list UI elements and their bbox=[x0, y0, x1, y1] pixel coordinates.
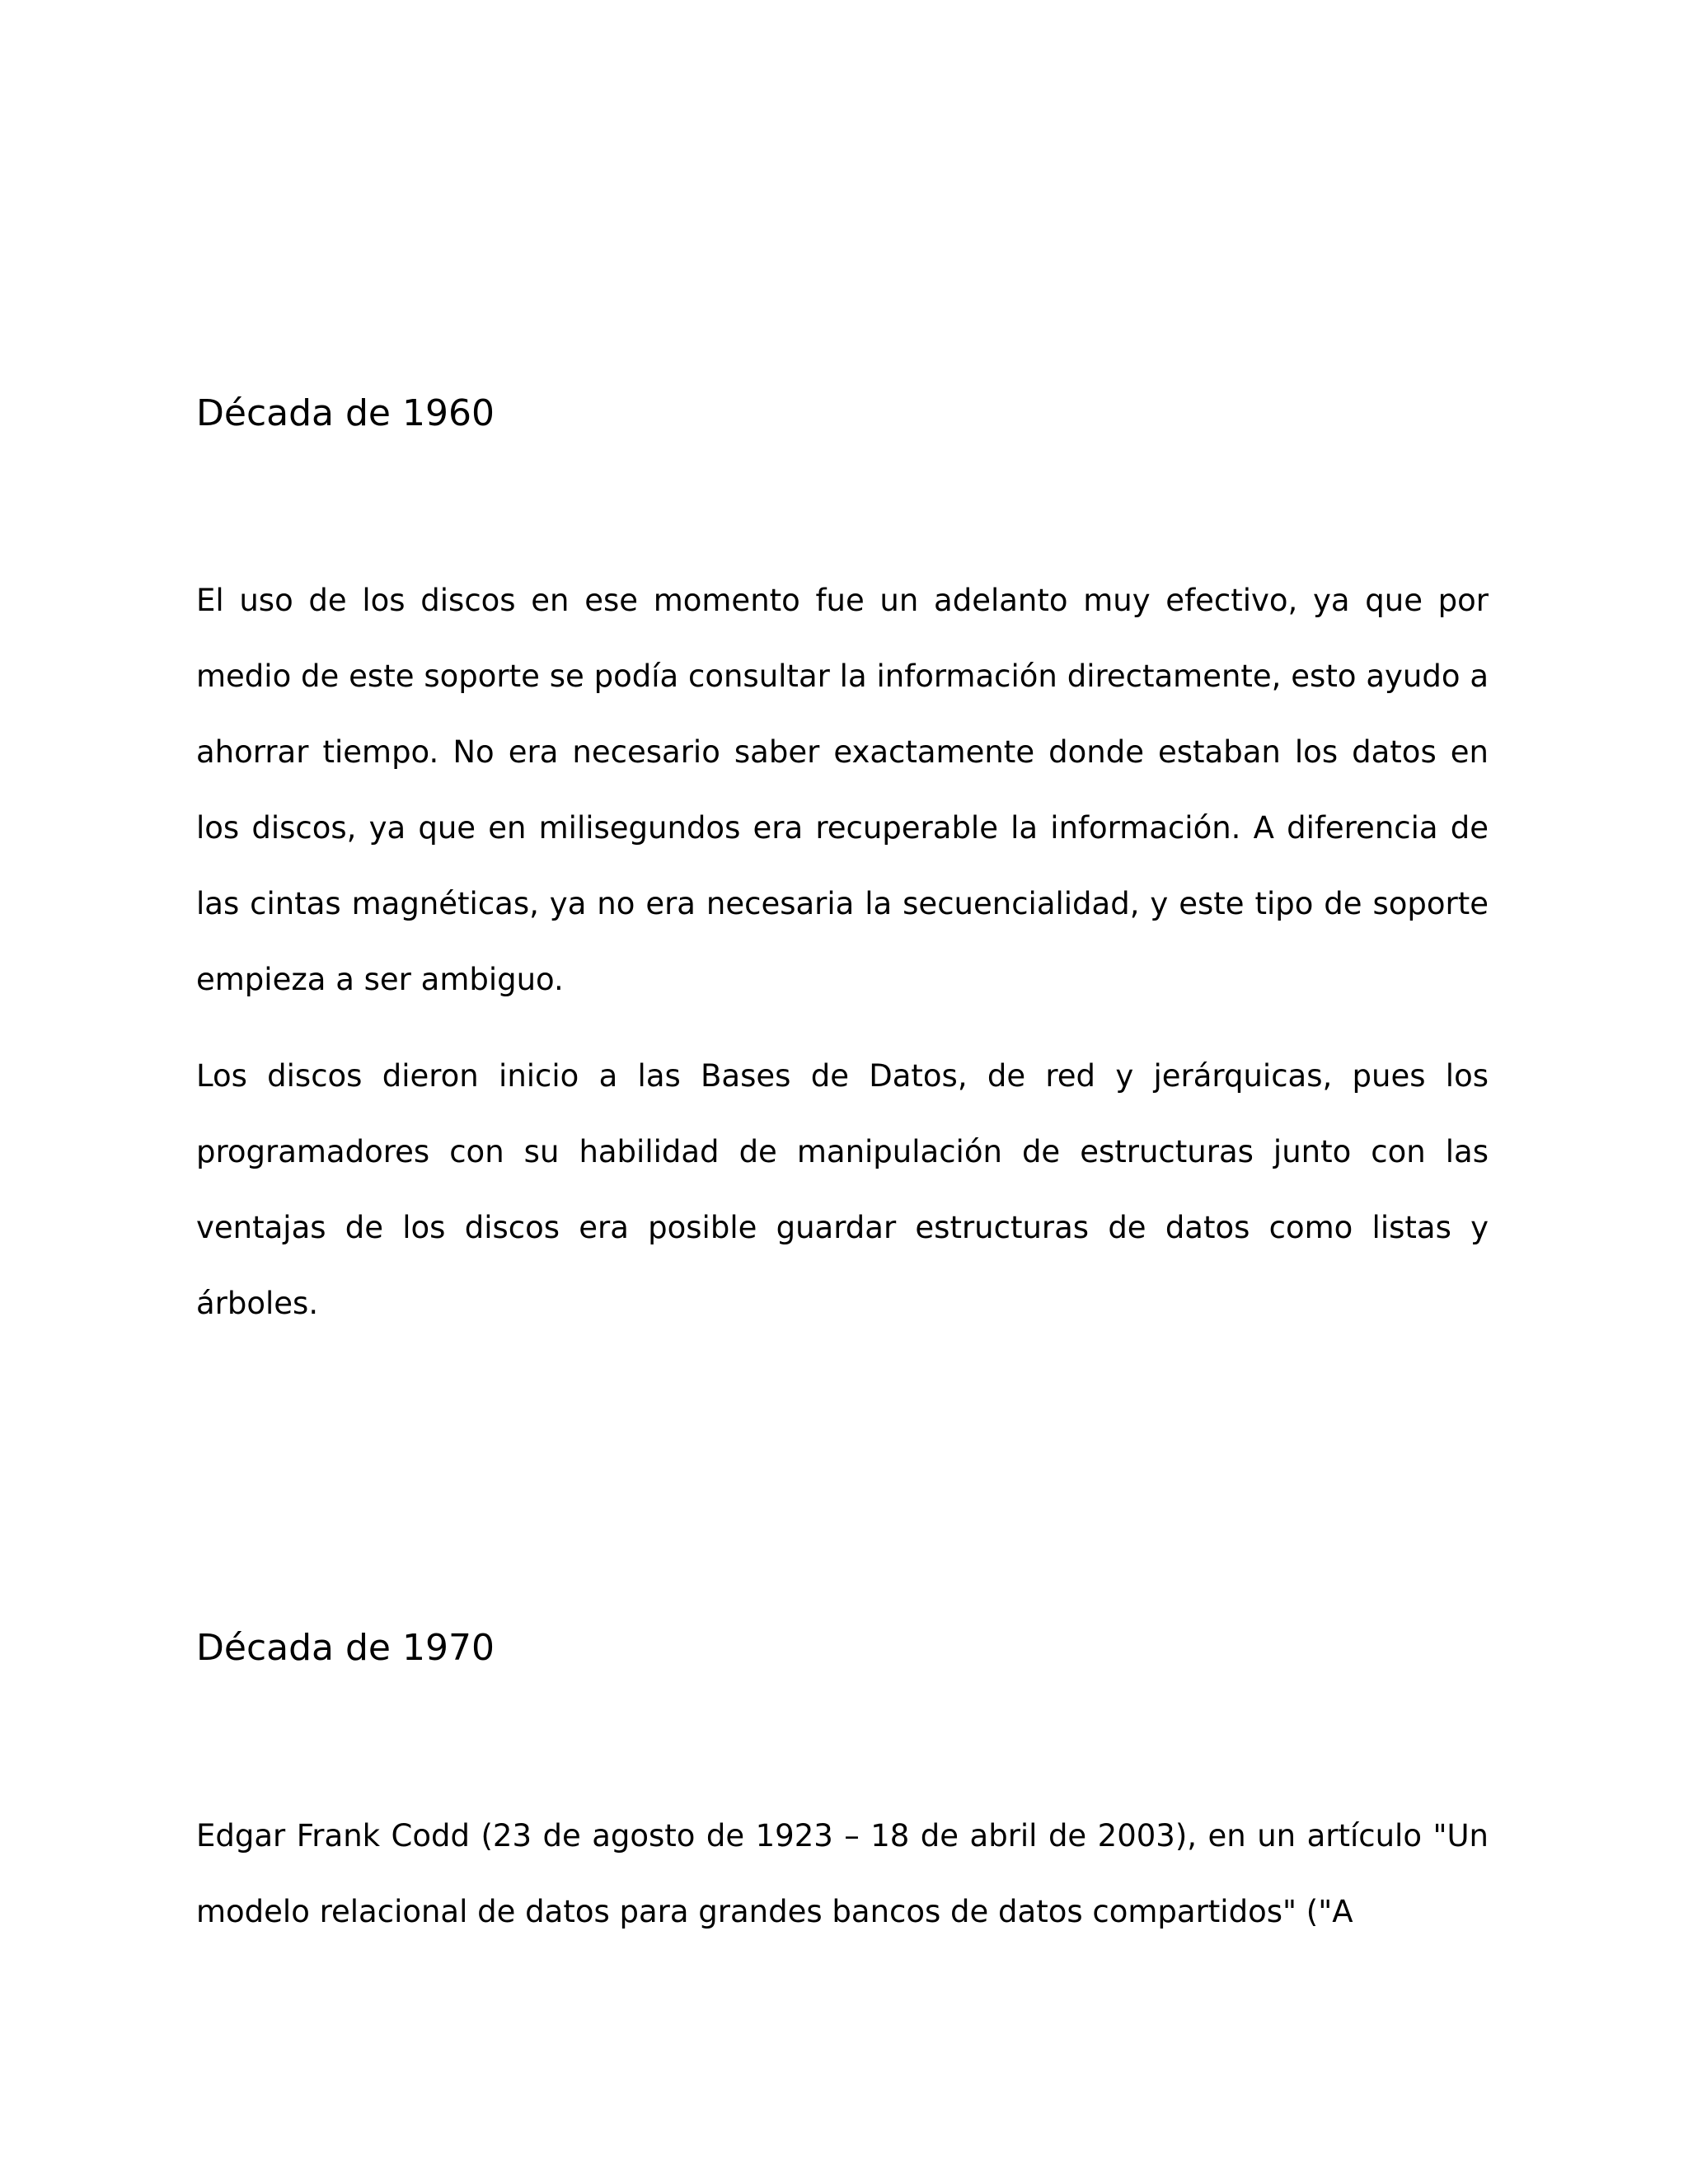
section-heading-1960: Década de 1960 bbox=[196, 392, 495, 434]
paragraph-codd: Edgar Frank Codd (23 de agosto de 1923 – 18 de abril de 2003), en un artículo "Un modelo relacional de datos para grandes bancos de datos compartidos" ("A bbox=[196, 1818, 1489, 1929]
section-heading-1970: Década de 1970 bbox=[196, 1627, 495, 1669]
paragraph-disk-usage: El uso de los discos en ese momento fue un adelanto muy efectivo, ya que por medio de este soporte se podía consultar la información directamente, esto ayudo a ahorrar tiempo. No era necesario saber exactamente donde estaban los datos en los discos, ya que en milisegundos era recuperable la información. A diferencia de las cintas magnéticas, ya no era necesaria la secuencialidad, y este tipo de soporte empieza a ser ambiguo. bbox=[196, 583, 1489, 997]
paragraph-databases-origin: Los discos dieron inicio a las Bases de Datos, de red y jerárquicas, pues los programadores con su habilidad de manipulación de estructuras junto con las ventajas de los discos era posible guardar estructuras de datos como listas y árboles. bbox=[196, 1058, 1489, 1321]
